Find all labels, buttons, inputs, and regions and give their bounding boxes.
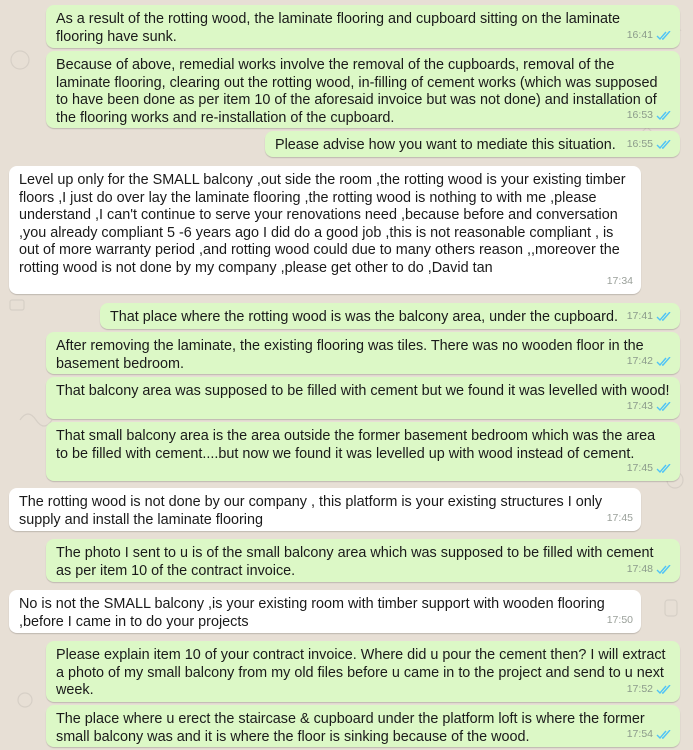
message-bubble-outgoing[interactable]	[100, 303, 680, 329]
message-text: Please explain item 10 of your contract invoice. Where did u pour the cement then? I will extract a photo of my small balcony from my old files before u came in to the project and send to u next week.	[56, 647, 666, 699]
message-time: 17:41	[626, 310, 653, 323]
message-text: The place where u erect the staircase & cupboard under the platform loft is where the former small balcony was and it is where the floor is sinking because of the wood.	[56, 711, 645, 745]
message-text: Level up only for the SMALL balcony ,out side the room ,the rotting wood is your existing timber floors ,I just do over lay the laminate flooring ,the rotting wood is nothing to with me ,please understand ,I can't continue to serve your renovations need ,because before and conversation ,you already compliant 5 -6 years ago I did do a good job ,this is not reasonable compliant , is out of more warranty period ,and rotting wood could due to many others reason ,,moreover the rotting wood is not done by my company ,please get other to do ,David tan	[19, 172, 626, 276]
message-meta	[627, 460, 672, 478]
message-meta	[607, 273, 633, 291]
message-text: That small balcony area is the area outside the former basement bedroom which was the area to be filled with cement....but now we found it was levelled up with wood instead of cement.	[56, 428, 656, 462]
message-text: The rotting wood is not done by our company , this platform is your existing structures I only supply and install the laminate flooring	[19, 494, 603, 528]
message-time: 17:48	[626, 563, 653, 576]
message-time: 17:43	[626, 400, 653, 413]
message-time: 17:34	[606, 275, 633, 288]
message-bubble-incoming[interactable]	[9, 488, 641, 531]
message-meta	[627, 136, 672, 154]
message-time: 17:52	[626, 683, 653, 696]
message-time: 17:42	[626, 355, 653, 368]
message-meta	[627, 107, 672, 125]
message-meta	[627, 27, 672, 45]
double-check-read-icon	[656, 140, 672, 150]
message-meta	[627, 353, 672, 371]
message-text: Please advise how you want to mediate this situation.	[275, 137, 616, 153]
message-time: 16:55	[626, 138, 653, 151]
message-text: That balcony area was supposed to be filled with cement but we found it was levelled with wood!	[56, 383, 670, 399]
message-text: No is not the SMALL balcony ,is your existing room with timber support with wooden flooring ,before I came in to do your projects	[19, 596, 605, 630]
message-bubble-outgoing[interactable]	[46, 422, 680, 481]
message-text: That place where the rotting wood is was the balcony area, under the cupboard.	[110, 309, 618, 325]
double-check-read-icon	[656, 730, 672, 740]
message-bubble-outgoing[interactable]	[46, 377, 680, 419]
message-text: After removing the laminate, the existing flooring was tiles. There was no wooden floor in the basement bedroom.	[56, 338, 644, 372]
double-check-read-icon	[656, 31, 672, 41]
message-time: 17:45	[626, 462, 653, 475]
double-check-read-icon	[656, 402, 672, 412]
message-text: Because of above, remedial works involve the removal of the cupboards, removal of the laminate flooring, clearing out the rotting wood, in-filling of cement works (which was supposed to have been done as per item 10 of the aforesaid invoice but was not done) and installation of the flooring works and re-installation of the cupboard.	[56, 57, 658, 126]
double-check-read-icon	[656, 464, 672, 474]
message-time: 16:41	[626, 29, 653, 42]
double-check-read-icon	[656, 312, 672, 322]
message-time: 17:54	[626, 728, 653, 741]
message-time: 16:53	[626, 109, 653, 122]
message-bubble-outgoing[interactable]	[46, 539, 680, 582]
message-bubble-outgoing[interactable]	[46, 51, 680, 128]
message-time: 17:50	[606, 614, 633, 627]
message-meta	[627, 398, 672, 416]
double-check-read-icon	[656, 111, 672, 121]
message-bubble-outgoing[interactable]	[46, 332, 680, 374]
message-bubble-incoming[interactable]	[9, 166, 641, 294]
message-meta	[627, 681, 672, 699]
message-bubble-outgoing[interactable]	[46, 705, 680, 747]
message-meta	[607, 510, 633, 528]
message-text: As a result of the rotting wood, the laminate flooring and cupboard sitting on the laminate flooring have sunk.	[56, 11, 620, 45]
message-bubble-incoming[interactable]	[9, 590, 641, 633]
message-meta	[627, 561, 672, 579]
message-meta	[627, 726, 672, 744]
message-time: 17:45	[606, 512, 633, 525]
message-meta	[607, 612, 633, 630]
message-meta	[627, 308, 672, 326]
double-check-read-icon	[656, 357, 672, 367]
message-bubble-outgoing[interactable]	[46, 5, 680, 48]
double-check-read-icon	[656, 565, 672, 575]
double-check-read-icon	[656, 685, 672, 695]
message-bubble-outgoing[interactable]	[265, 131, 680, 157]
message-text: The photo I sent to u is of the small balcony area which was supposed to be filled with cement as per item 10 of the contract invoice.	[56, 545, 654, 579]
message-bubble-outgoing[interactable]	[46, 641, 680, 702]
